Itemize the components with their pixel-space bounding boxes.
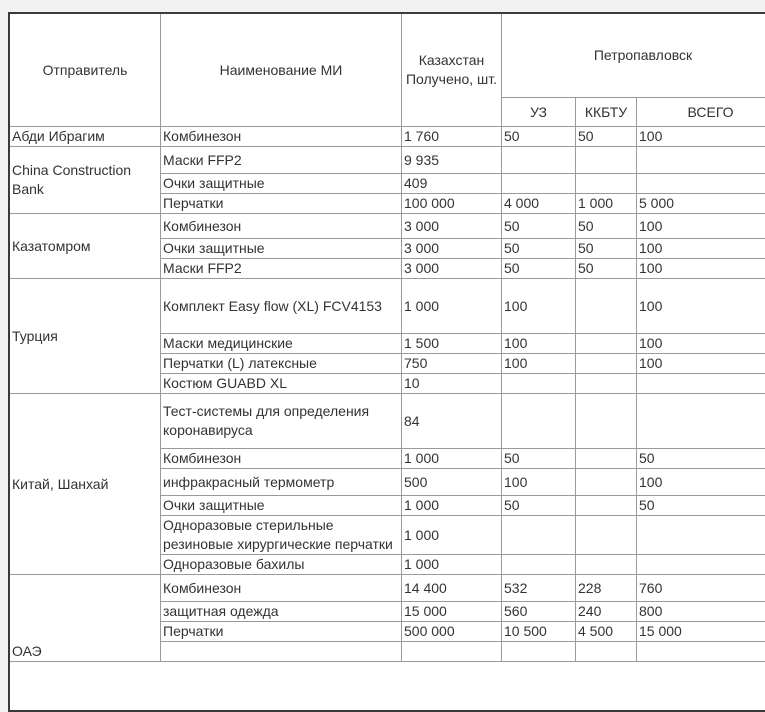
total-cell: 100 xyxy=(637,354,765,374)
total-cell: 760 xyxy=(637,575,765,602)
uz-cell: 10 500 xyxy=(502,622,576,642)
uz-cell xyxy=(502,555,576,575)
kz-received-cell: 15 000 xyxy=(402,602,502,622)
header-kkbtu: ККБТУ xyxy=(576,98,637,127)
table-row xyxy=(10,575,765,602)
header-kz-received: Казахстан Получено, шт. xyxy=(402,14,502,127)
table-row xyxy=(10,279,765,334)
kkbtu-cell xyxy=(576,279,637,334)
item-name-cell: Комбинезон xyxy=(161,575,402,602)
header-row xyxy=(10,14,765,98)
item-name-cell: Комплект Easy flow (XL) FCV4153 xyxy=(161,279,402,334)
uz-cell: 50 xyxy=(502,239,576,259)
total-cell xyxy=(637,147,765,174)
kkbtu-cell: 50 xyxy=(576,214,637,239)
total-cell xyxy=(637,174,765,194)
uz-cell: 50 xyxy=(502,214,576,239)
kz-received-cell: 1 000 xyxy=(402,516,502,555)
kkbtu-cell: 240 xyxy=(576,602,637,622)
uz-cell xyxy=(502,516,576,555)
total-cell: 100 xyxy=(637,214,765,239)
kkbtu-cell xyxy=(576,394,637,449)
item-name-cell xyxy=(161,642,402,662)
header-sender: Отправитель xyxy=(10,14,161,127)
kz-received-cell: 409 xyxy=(402,174,502,194)
item-name-cell: Очки защитные xyxy=(161,174,402,194)
kkbtu-cell: 50 xyxy=(576,259,637,279)
kkbtu-cell: 1 000 xyxy=(576,194,637,214)
kz-received-cell: 3 000 xyxy=(402,214,502,239)
kz-received-cell: 1 000 xyxy=(402,279,502,334)
kz-received-cell: 750 xyxy=(402,354,502,374)
kz-received-cell: 500 000 xyxy=(402,622,502,642)
kz-received-cell: 100 000 xyxy=(402,194,502,214)
item-name-cell: Комбинезон xyxy=(161,449,402,469)
uz-cell: 100 xyxy=(502,279,576,334)
kz-received-cell: 84 xyxy=(402,394,502,449)
total-cell xyxy=(637,394,765,449)
item-name-cell: Очки защитные xyxy=(161,239,402,259)
kkbtu-cell xyxy=(576,469,637,496)
table-row xyxy=(10,147,765,174)
total-cell: 5 000 xyxy=(637,194,765,214)
item-name-cell: Тест-системы для определения коронавируса xyxy=(161,394,402,449)
uz-cell: 50 xyxy=(502,496,576,516)
kz-received-cell: 1 000 xyxy=(402,496,502,516)
item-name-cell: Маски FFP2 xyxy=(161,259,402,279)
uz-cell xyxy=(502,174,576,194)
kz-received-cell: 1 000 xyxy=(402,555,502,575)
kz-received-cell: 1 760 xyxy=(402,127,502,147)
total-cell: 100 xyxy=(637,279,765,334)
kkbtu-cell xyxy=(576,449,637,469)
kkbtu-cell: 228 xyxy=(576,575,637,602)
kz-received-cell: 10 xyxy=(402,374,502,394)
item-name-cell: Комбинезон xyxy=(161,214,402,239)
item-name-cell: Комбинезон xyxy=(161,127,402,147)
sender-cell: Абди Ибрагим xyxy=(10,127,161,147)
sender-cell: Китай, Шанхай xyxy=(10,394,161,575)
item-name-cell: Перчатки xyxy=(161,194,402,214)
item-name-cell: Одноразовые бахилы xyxy=(161,555,402,575)
item-name-cell: защитная одежда xyxy=(161,602,402,622)
kkbtu-cell: 50 xyxy=(576,127,637,147)
kz-received-cell: 14 400 xyxy=(402,575,502,602)
kz-received-cell: 9 935 xyxy=(402,147,502,174)
uz-cell: 50 xyxy=(502,449,576,469)
kz-received-cell: 3 000 xyxy=(402,239,502,259)
kz-received-cell: 500 xyxy=(402,469,502,496)
supplies-table xyxy=(9,13,765,662)
total-cell: 100 xyxy=(637,127,765,147)
uz-cell xyxy=(502,147,576,174)
uz-cell: 100 xyxy=(502,469,576,496)
table-row xyxy=(10,127,765,147)
item-name-cell: Маски медицинские xyxy=(161,334,402,354)
uz-cell xyxy=(502,642,576,662)
uz-cell xyxy=(502,394,576,449)
uz-cell: 532 xyxy=(502,575,576,602)
total-cell xyxy=(637,555,765,575)
total-cell xyxy=(637,516,765,555)
kz-received-cell: 1 000 xyxy=(402,449,502,469)
kz-received-cell: 1 500 xyxy=(402,334,502,354)
item-name-cell: Перчатки xyxy=(161,622,402,642)
total-cell: 50 xyxy=(637,496,765,516)
table-frame xyxy=(8,12,765,712)
total-cell xyxy=(637,374,765,394)
kkbtu-cell xyxy=(576,334,637,354)
item-name-cell: Очки защитные xyxy=(161,496,402,516)
table-row xyxy=(10,394,765,449)
kkbtu-cell: 4 500 xyxy=(576,622,637,642)
kkbtu-cell xyxy=(576,374,637,394)
item-name-cell: Перчатки (L) латексные xyxy=(161,354,402,374)
total-cell: 15 000 xyxy=(637,622,765,642)
uz-cell: 100 xyxy=(502,354,576,374)
sender-cell: Турция xyxy=(10,279,161,394)
sender-cell: ОАЭ xyxy=(10,575,161,662)
item-name-cell: Маски FFP2 xyxy=(161,147,402,174)
table-row xyxy=(10,214,765,239)
kkbtu-cell xyxy=(576,174,637,194)
kkbtu-cell: 50 xyxy=(576,239,637,259)
kkbtu-cell xyxy=(576,555,637,575)
total-cell xyxy=(637,642,765,662)
header-item-name: Наименование МИ xyxy=(161,14,402,127)
kkbtu-cell xyxy=(576,516,637,555)
header-uz: УЗ xyxy=(502,98,576,127)
uz-cell: 560 xyxy=(502,602,576,622)
uz-cell: 50 xyxy=(502,259,576,279)
kkbtu-cell xyxy=(576,354,637,374)
uz-cell: 50 xyxy=(502,127,576,147)
total-cell: 50 xyxy=(637,449,765,469)
kz-received-cell: 3 000 xyxy=(402,259,502,279)
total-cell: 100 xyxy=(637,239,765,259)
total-cell: 800 xyxy=(637,602,765,622)
item-name-cell: Одноразовые стерильные резиновые хирургические перчатки xyxy=(161,516,402,555)
uz-cell: 4 000 xyxy=(502,194,576,214)
total-cell: 100 xyxy=(637,469,765,496)
item-name-cell: Костюм GUABD XL xyxy=(161,374,402,394)
kz-received-cell xyxy=(402,642,502,662)
item-name-cell: инфракрасный термометр xyxy=(161,469,402,496)
kkbtu-cell xyxy=(576,147,637,174)
sender-cell: Казатомром xyxy=(10,214,161,279)
header-petropavlovsk: Петропавловск xyxy=(502,14,765,98)
total-cell: 100 xyxy=(637,334,765,354)
uz-cell: 100 xyxy=(502,334,576,354)
uz-cell xyxy=(502,374,576,394)
kkbtu-cell xyxy=(576,642,637,662)
header-total: ВСЕГО xyxy=(637,98,765,127)
kkbtu-cell xyxy=(576,496,637,516)
total-cell: 100 xyxy=(637,259,765,279)
sender-cell: China Construction Bank xyxy=(10,147,161,214)
